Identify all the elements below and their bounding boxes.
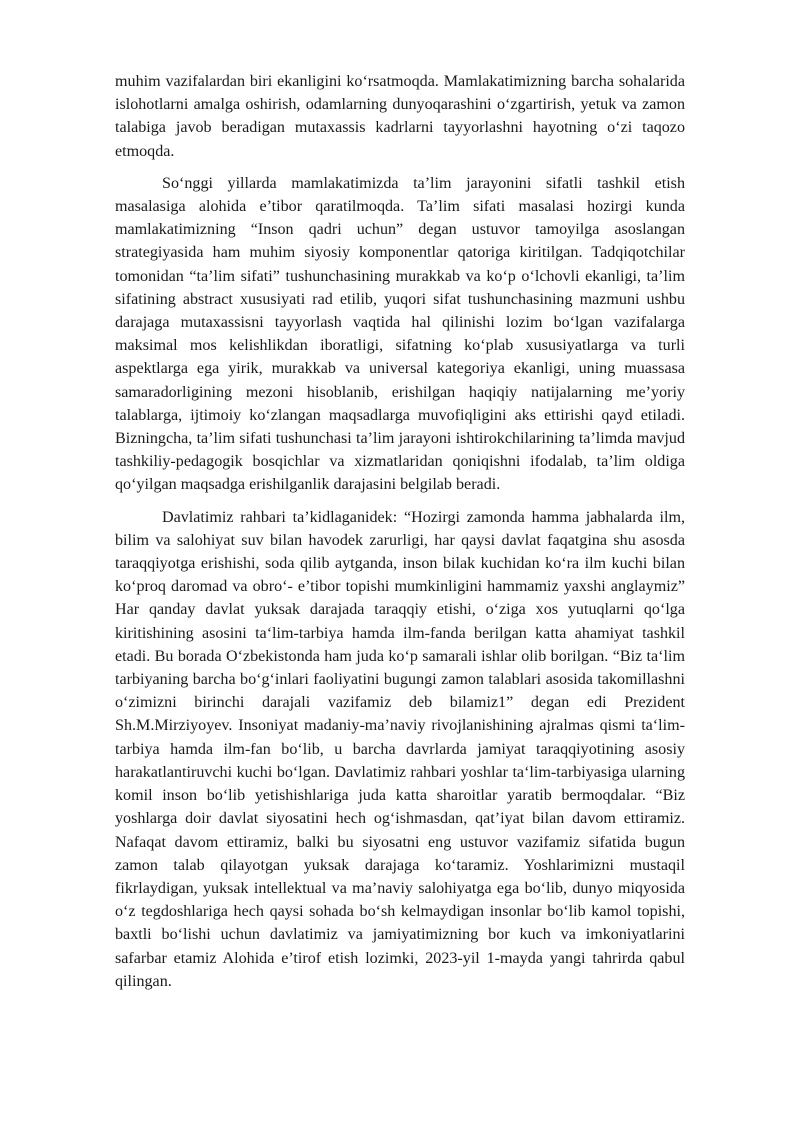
paragraph-president-quote: Davlatimiz rahbari ta’kidlaganidek: “Hozirgi zamonda hamma jabhalarda ilm, bilim va salohiyat suv bilan havodek zarurligi, har qaysi davlat faqatgina shu asosda taraqqiyotga erishishi, soda qilib aytganda, inson bilak kuchidan ko‘ra ilm kuchi bilan ko‘proq daromad va obro‘- e’tibor topishi mumkinligini hammamiz yaxshi anglaymiz” Har qanday davlat yuksak darajada taraqqiy etishi, o‘ziga xos yutuqlarni qo‘lga kiritishining asosini ta‘lim-tarbiya hamda ilm-fanda berilgan katta ahamiyat tashkil etadi. Bu borada O‘zbekistonda ham juda ko‘p samarali ishlar olib borilgan. “Biz ta‘lim tarbiyaning barcha bo‘g‘inlari faoliyatini bugungi zamon talablari asosida takomillashni o‘zimizni birinchi darajali vazifamiz deb bilamiz1” degan edi Prezident Sh.M.Mirziyoyev. Insoniyat madaniy-ma’naviy rivojlanishining ajralmas qismi ta‘lim-tarbiya hamda ilm-fan bo‘lib, u barcha davrlarda jamiyat taraqqiyotining asosiy harakatlantiruvchi kuchi bo‘lgan. Davlatimiz rahbari yoshlar ta‘lim-tarbiyasiga ularning komil inson bo‘lib yetishishlariga juda katta sharoitlar yaratib bermoqdalar. “Biz yoshlarga doir davlat siyosatini hech og‘ishmasdan, qat’iyat bilan davom ettiramiz. Nafaqat davom ettiramiz, balki bu siyosatni eng ustuvor vazifamiz sifatida bugun zamon talab qilayotgan yuksak darajaga ko‘taramiz. Yoshlarimizni mustaqil fikrlaydigan, yuksak intellektual va ma’naviy salohiyatga ega bo‘lib, dunyo miqyosida o‘z tegdoshlariga hech qaysi sohada bo‘sh kelmaydigan insonlar bo‘lib kamol topishi, baxtli bo‘lishi uchun davlatimiz va jamiyatimizning bor kuch va imkoniyatlarini safarbar etamiz Alohida e’tirof etish lozimki, 2023-yil 1-mayda yangi tahrirda qabul qilingan. [115,508,685,990]
paragraph-education-quality: So‘nggi yillarda mamlakatimizda ta’lim jarayonini sifatli tashkil etish masalasiga alohida e’tibor qaratilmoqda. Ta’lim sifati masalasi hozirgi kunda mamlakatimizning “Inson qadri uchun” degan ustuvor tamoyilga asoslangan strategiyasida ham muhim siyosiy komponentlar qatoriga kiritilgan. Tadqiqotchilar tomonidan “ta’lim sifati” tushunchasining murakkab va ko‘p o‘lchovli ekanligi, ta’lim sifatining abstract xususiyati rad etilib, yuqori sifat tushunchasining mazmuni ushbu darajaga mutaxassisni tayyorlash vaqtida hal qilinishi lozim bo‘lgan vazifalarga maksimal mos kelishlikdan iboratligi, sifatning ko‘plab xususiyatlarga va turli aspektlarga ega yirik, murakkab va universal kategoriya ekanligi, uning muassasa samaradorligining mezoni hisoblanib, erishilgan haqiqiy natijalarning me’yoriy talablarga, ijtimoiy ko‘zlangan maqsadlarga muvofiqligini aks ettirishi qayd etiladi. Bizningcha, ta’lim sifati tushunchasi ta’lim jarayoni ishtirokchilarining ta’limda mavjud tashkiliy-pedagogik bosqichlar va xizmatlaridan qoniqishni ifodalab, ta’lim oldiga qo‘yilgan maqsadga erishilganlik darajasini belgilab beradi. [115,174,685,494]
document-page [115,70,685,993]
paragraph-continuation: muhim vazifalardan biri ekanligini ko‘rsatmoqda. Mamlakatimizning barcha sohalarida islohotlarni amalga oshirish, odamlarning dunyoqarashini o‘zgartirish, yetuk va zamon talabiga javob beradigan mutaxassis kadrlarni tayyorlashni hayotning o‘zi taqozo etmoqda. [115,73,685,160]
